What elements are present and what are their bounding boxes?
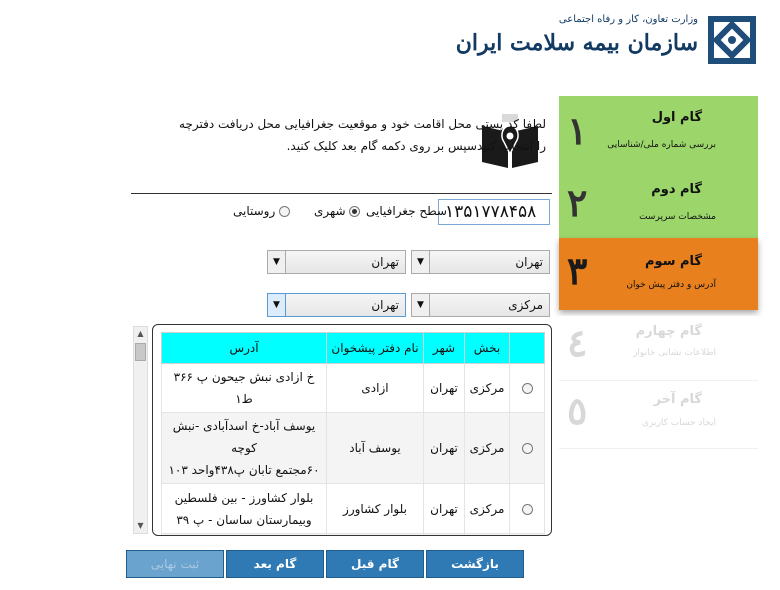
province-select[interactable] <box>411 250 550 274</box>
row-radio-cell[interactable] <box>510 484 545 534</box>
cell-address <box>162 484 327 534</box>
divider <box>131 193 552 194</box>
row-radio-cell[interactable] <box>510 413 545 484</box>
step-5-title: گام آخر <box>653 392 702 407</box>
row-radio-cell[interactable] <box>510 364 545 413</box>
column-header-address: آدرس <box>162 333 327 364</box>
column-header-section: بخش <box>465 333 510 364</box>
step-3-title: گام سوم <box>645 254 702 269</box>
radio-rural-label: روستایی <box>233 204 276 218</box>
step-3-subtitle: آدرس و دفتر پیش خوان <box>626 280 716 290</box>
radio-urban[interactable] <box>314 204 360 218</box>
district-select[interactable] <box>411 293 550 317</box>
chevron-down-icon[interactable]: ▼ <box>412 294 430 316</box>
org-logo <box>706 14 758 66</box>
row-radio-cell[interactable] <box>510 534 545 537</box>
step-5 <box>559 382 758 449</box>
radio-urban-button[interactable] <box>349 206 360 217</box>
cell-address <box>162 534 327 537</box>
offices-table <box>161 332 545 536</box>
step-1-number: ١ <box>567 108 588 153</box>
chevron-down-icon[interactable]: ▼ <box>412 251 430 273</box>
cell-office: ازادی <box>327 364 424 413</box>
address-line-2: ۶۰مجتمع تابان پ۴۳۸واحد ۱۰۳ <box>168 463 320 477</box>
cell-office: یوسف آباد <box>327 413 424 484</box>
geo-level-label: سطح جغرافیایی <box>366 204 447 218</box>
cell-section: مرکزی <box>465 484 510 534</box>
district-value: مرکزی <box>508 298 543 312</box>
step-2-number: ٢ <box>567 180 588 225</box>
step-2-title: گام دوم <box>651 182 702 197</box>
table-row[interactable] <box>162 413 545 484</box>
table-header-row <box>162 333 545 364</box>
chevron-down-icon[interactable]: ▼ <box>268 251 286 273</box>
step-1-subtitle: بررسی شماره ملی/شناسایی <box>607 140 716 150</box>
city-select[interactable] <box>267 250 406 274</box>
step-4-title: گام چهارم <box>635 324 702 339</box>
table-row[interactable] <box>162 534 545 537</box>
cell-office <box>327 534 424 537</box>
offices-table-frame <box>152 324 552 536</box>
row-radio[interactable] <box>522 504 533 515</box>
step-4-subtitle: اطلاعات نشانی خانوار <box>633 348 716 358</box>
address-line-2: وبیمارستان ساسان - پ ۳۹ <box>176 512 312 527</box>
column-header-office: نام دفتر پیشخوان <box>327 333 424 364</box>
prev-step-button[interactable]: گام قبل <box>326 550 424 578</box>
chevron-down-icon[interactable]: ▼ <box>268 294 286 316</box>
cell-section: مرکزی <box>465 364 510 413</box>
final-submit-button[interactable]: ثبت نهایی <box>126 550 224 578</box>
postal-code-input[interactable] <box>438 199 550 225</box>
postal-code-value: ۱۳۵۱۷۷۸۴۵۸ <box>445 202 537 222</box>
ministry-name: وزارت تعاون، کار و رفاه اجتماعی <box>558 14 698 25</box>
cell-section: مرکزی <box>465 413 510 484</box>
scroll-down-arrow-icon[interactable]: ▼ <box>137 521 144 530</box>
intro-text <box>146 113 546 157</box>
town-select[interactable] <box>267 293 406 317</box>
cell-office: بلوار کشاورز <box>327 484 424 534</box>
step-4-number: ٤ <box>567 320 588 365</box>
address-line-1: یوسف آباد-خ اسدآبادی -نبش کوچه <box>172 419 316 455</box>
cell-city: تهران <box>424 484 465 534</box>
row-radio[interactable] <box>522 443 533 454</box>
radio-rural-button[interactable] <box>279 206 290 217</box>
org-name: سازمان بیمه سلامت ایران <box>455 30 698 56</box>
next-step-button[interactable]: گام بعد <box>226 550 324 578</box>
step-3-number: ٣ <box>567 248 588 293</box>
step-3 <box>559 238 758 310</box>
cell-city <box>424 534 465 537</box>
intro-line-2: را انتخاب کنیدسپس بر روی دکمه گام بعد کلیک کنید. <box>286 139 546 153</box>
province-value: تهران <box>515 255 543 269</box>
row-radio[interactable] <box>522 383 533 394</box>
radio-urban-label: شهری <box>314 204 346 218</box>
table-row[interactable] <box>162 364 545 413</box>
step-1 <box>559 96 758 170</box>
step-5-number: ٥ <box>567 388 588 433</box>
step-2-subtitle: مشخصات سرپرست <box>639 212 716 222</box>
cell-city: تهران <box>424 364 465 413</box>
back-button[interactable]: بازگشت <box>426 550 524 578</box>
cell-address <box>162 413 327 484</box>
intro-line-1: لطفا کد پستی محل اقامت خود و موقعیت جغرافیایی محل دریافت دفترچه <box>179 117 546 131</box>
address-line-1: بلوار کشاورز - بین فلسطین <box>174 490 314 505</box>
step-5-subtitle: ایجاد حساب کاربری <box>642 418 716 428</box>
column-header-city: شهر <box>424 333 465 364</box>
scroll-thumb[interactable] <box>135 343 146 361</box>
cell-address <box>162 364 327 413</box>
city-value: تهران <box>371 255 399 269</box>
town-value: تهران <box>371 298 399 312</box>
address-line-1: خ ازادی نبش جیحون پ ۳۶۶ ط۱ <box>173 370 315 406</box>
step-4 <box>559 316 758 381</box>
step-1-title: گام اول <box>651 110 702 125</box>
scroll-up-arrow-icon[interactable]: ▲ <box>137 329 144 338</box>
step-2 <box>559 170 758 238</box>
radio-rural[interactable] <box>233 204 290 218</box>
table-row[interactable] <box>162 484 545 534</box>
select-column-header <box>510 333 545 364</box>
table-scrollbar[interactable] <box>133 326 148 534</box>
cell-section <box>465 534 510 537</box>
cell-city: تهران <box>424 413 465 484</box>
